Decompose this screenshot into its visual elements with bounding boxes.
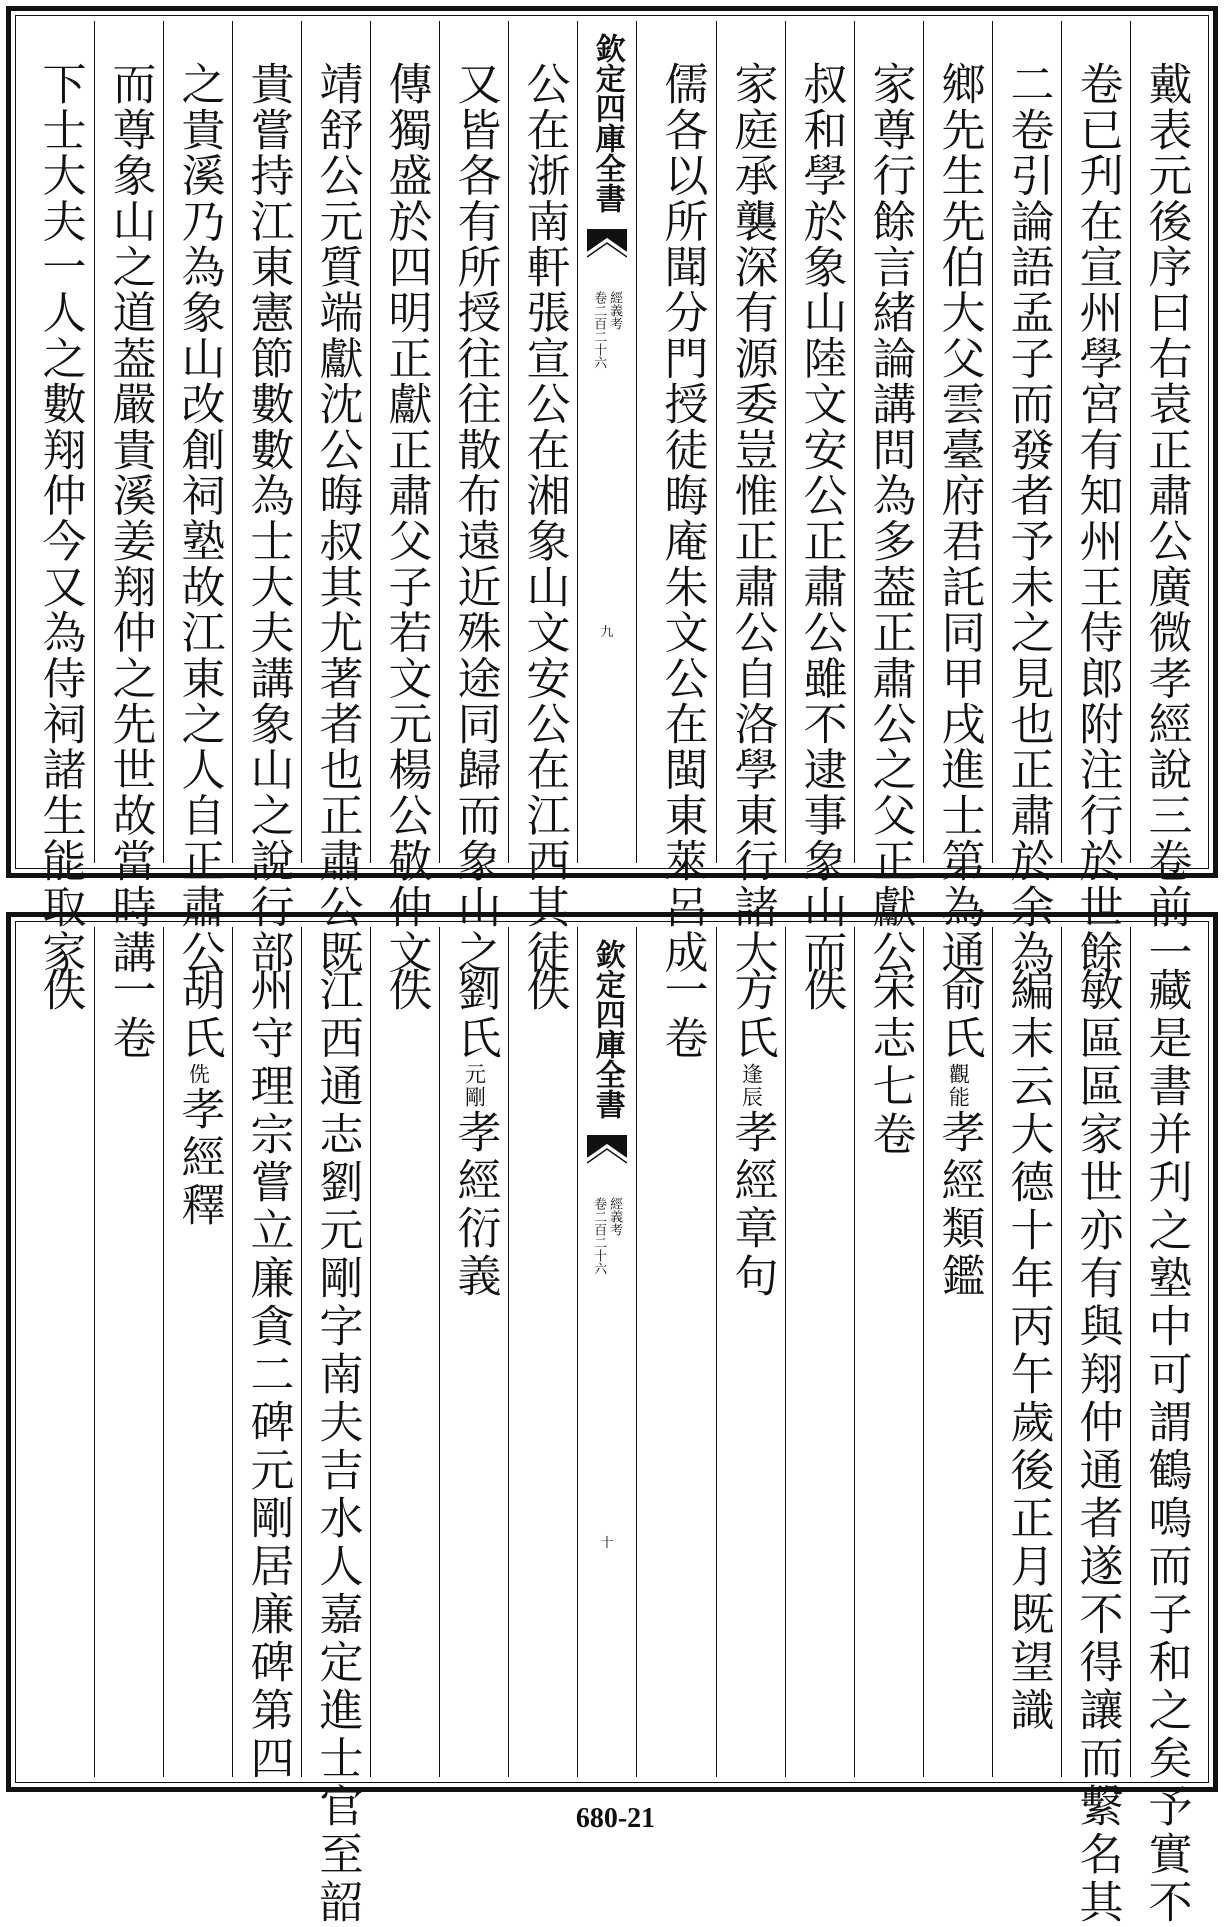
column-text: 儒各以所聞分門授徒晦庵朱文公在閩東萊呂成 <box>656 61 708 975</box>
column-text <box>449 967 501 1301</box>
entry-text: 佚 <box>380 967 432 1015</box>
column-text: 家尊行餘言緒論講問為多葢正肅公之父正獻公 <box>864 61 916 975</box>
column-text: 叔和學於象山陸文安公正肅公雖不逮事象山而 <box>795 61 847 975</box>
text-column <box>94 21 164 975</box>
entry-text: 一卷 <box>656 967 708 1063</box>
text-column <box>25 21 94 975</box>
entry-text: 劉氏 <box>449 967 501 1063</box>
text-column <box>647 927 716 1777</box>
author-given-name: 元剛 <box>462 1063 487 1109</box>
text-column <box>508 21 578 975</box>
top-columns <box>25 21 1199 975</box>
entry-text: 佚 <box>518 967 570 1015</box>
column-text <box>311 967 363 1927</box>
text-column <box>163 927 233 1777</box>
column-text <box>1002 967 1054 1735</box>
column-text: 貴嘗持江東憲節數數為士大夫講象山之說行部 <box>242 61 294 975</box>
entry-text: 佚 <box>34 967 86 1015</box>
column-text <box>933 967 985 1301</box>
entry-text: 胡氏 <box>173 967 225 1063</box>
top-page <box>6 6 1218 975</box>
text-column <box>1130 927 1200 1927</box>
fishtail-mark-icon <box>587 229 627 263</box>
text-column <box>94 927 164 1777</box>
center-fold <box>577 927 637 1777</box>
entry-text: 一卷 <box>104 967 156 1063</box>
center-book-title: 經義考 <box>607 291 623 330</box>
entry-text: 藏是書并刋之塾中可謂鶴鳴而子和之矣予實不 <box>1140 967 1192 1927</box>
text-column <box>1061 21 1131 975</box>
text-column <box>716 927 786 1777</box>
column-text: 公在浙南軒張宣公在湘象山文安公在江西其徒 <box>518 61 570 975</box>
entry-text: 佚 <box>795 967 847 1015</box>
text-column <box>785 927 855 1777</box>
column-text: 鄉先生先伯大父雲臺府君託同甲戌進士第為通 <box>933 61 985 975</box>
text-column <box>785 21 855 975</box>
center-fold <box>577 21 637 863</box>
text-column <box>439 21 509 975</box>
column-text <box>380 967 432 1015</box>
text-column <box>232 21 302 975</box>
text-column <box>25 927 94 1777</box>
text-column <box>992 927 1062 1777</box>
column-text <box>242 967 294 1783</box>
text-column <box>854 927 924 1777</box>
text-column <box>301 927 371 1927</box>
center-page-number: 十 <box>600 1536 614 1551</box>
work-title: 孝經章句 <box>726 1109 778 1301</box>
author-given-name: 觀能 <box>946 1063 971 1109</box>
author-given-name: 逢辰 <box>739 1063 764 1109</box>
text-column <box>923 21 993 975</box>
center-volume-label: 卷二百二十六 <box>591 291 607 369</box>
entry-text: 俞氏 <box>933 967 985 1063</box>
column-text <box>34 967 86 1015</box>
column-text <box>864 967 916 1159</box>
work-title: 孝經類鑑 <box>933 1109 985 1301</box>
column-text: 而尊象山之道葢嚴貴溪姜翔仲之先世故當時講 <box>104 61 156 975</box>
center-page-number: 九 <box>600 625 614 640</box>
text-column <box>992 21 1062 975</box>
column-text: 又皆各有所授往往散布遠近殊途同歸而象山之 <box>449 61 501 975</box>
column-text <box>1071 967 1123 1927</box>
entry-text: 宋志七卷 <box>864 967 916 1159</box>
center-title: 欽定四庫全書 <box>589 939 625 1119</box>
column-text <box>1140 967 1192 1927</box>
column-text <box>518 967 570 1015</box>
column-text <box>173 967 225 1230</box>
text-column <box>508 927 578 1777</box>
volume-page-number: 680-21 <box>575 1803 656 1834</box>
text-column <box>1130 21 1200 975</box>
column-text <box>104 967 156 1063</box>
fishtail-mark-icon <box>587 1135 627 1169</box>
text-column <box>163 21 233 975</box>
entry-text: 州守理宗嘗立廉貪二碑元剛居廉碑第四 <box>242 967 294 1783</box>
entry-text: 敏區區家世亦有與翔仲通者遂不得讓而繫名其 <box>1071 967 1123 1927</box>
text-column <box>647 21 716 975</box>
work-title: 孝經衍義 <box>449 1109 501 1301</box>
work-title: 孝經釋 <box>173 1086 225 1230</box>
text-column <box>232 927 302 1783</box>
text-column <box>1061 927 1131 1927</box>
entry-text: 方氏 <box>726 967 778 1063</box>
author-given-name: 侁 <box>186 1063 211 1086</box>
entry-text: 編末云大德十年丙午歲後正月既望識 <box>1002 967 1054 1735</box>
text-column <box>301 21 371 975</box>
text-column <box>854 21 924 975</box>
center-book-title: 經義考 <box>607 1197 623 1236</box>
column-text: 下士大夫一人之數翔仲今又為侍祠諸生能取家 <box>34 61 86 975</box>
entry-text: 江西通志劉元剛字南夫吉水人嘉定進士官至韶 <box>311 967 363 1927</box>
column-text <box>795 967 847 1015</box>
center-title: 欽定四庫全書 <box>589 33 625 213</box>
text-column <box>923 927 993 1777</box>
center-volume-label: 卷二百二十六 <box>591 1197 607 1275</box>
column-text: 戴表元後序曰右袁正肅公廣微孝經說三卷前一 <box>1140 61 1192 975</box>
column-text: 之貴溪乃為象山改創祠塾故江東之人自正肅公 <box>173 61 225 975</box>
column-text: 家庭承襲深有源委豈惟正肅公自洛學東行諸大 <box>726 61 778 975</box>
column-text: 卷已刋在宣州學宮有知州王侍郎附注行於世餘 <box>1071 61 1123 975</box>
text-column <box>716 21 786 975</box>
text-column <box>370 927 440 1777</box>
column-text <box>656 967 708 1063</box>
text-column <box>370 21 440 975</box>
column-text: 傳獨盛於四明正獻正肅父子若文元楊公敬仲文 <box>380 61 432 975</box>
column-text: 二卷引論語孟子而發者予未之見也正肅於余為 <box>1002 61 1054 975</box>
column-text: 靖舒公元質端獻沈公晦叔其尤著者也正肅公既 <box>311 61 363 975</box>
column-text <box>726 967 778 1301</box>
text-column <box>439 927 509 1777</box>
